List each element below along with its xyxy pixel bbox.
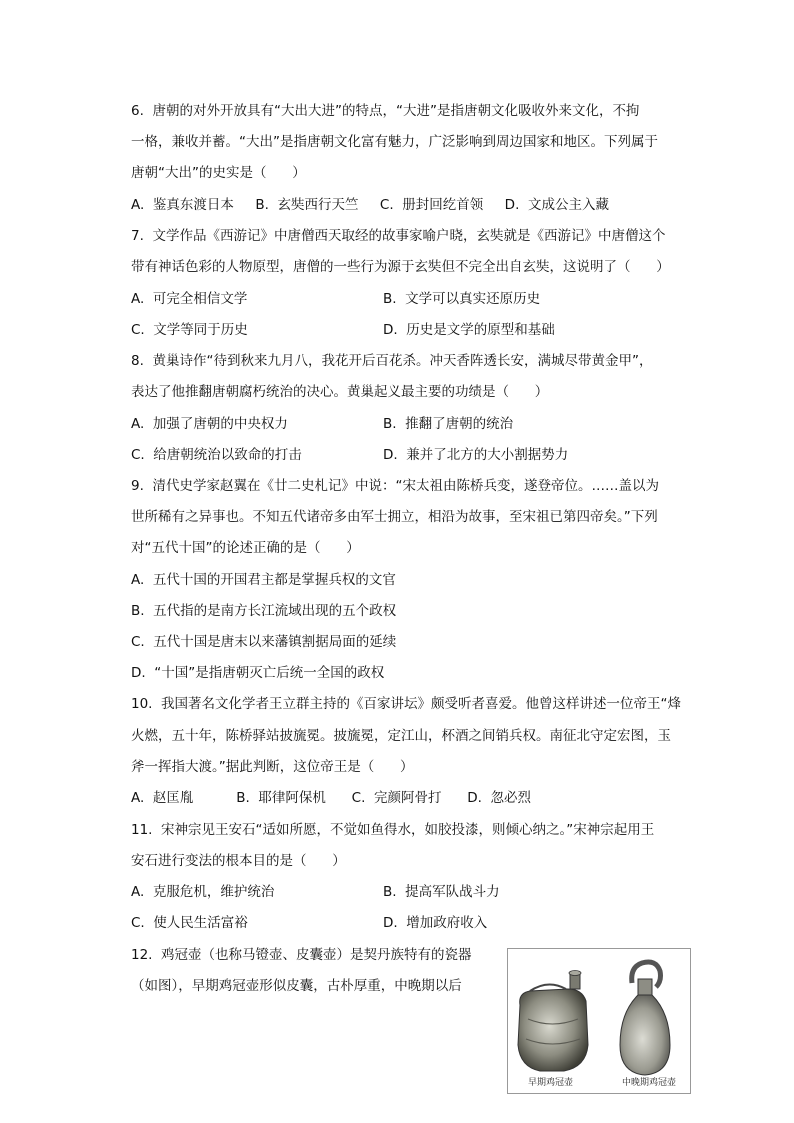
q6-stem-line1: 6. 唐朝的对外开放具有“大出大进”的特点，“大进”是指唐朝文化吸收外来文化，不拘 xyxy=(131,103,640,119)
q6-stem-line3: 唐朝“大出”的史实是（ ） xyxy=(131,165,306,181)
q9-option-b: B. 五代指的是南方长江流域出现的五个政权 xyxy=(131,603,397,619)
q11-option-c: C. 使人民生活富裕 xyxy=(131,915,248,931)
late-pot-caption: 中晚期鸡冠壶 xyxy=(622,1078,677,1088)
q10-options: A. 赵匡胤 B. 耶律阿保机 C. 完颜阿骨打 D. 忽必烈 xyxy=(131,790,531,806)
q6-options: A. 鉴真东渡日本 B. 玄奘西行天竺 C. 册封回纥首领 D. 文成公主入藏 xyxy=(131,197,609,213)
q10-stem-line1: 10. 我国著名文化学者王立群主持的《百家讲坛》颇受听者喜爱。他曾这样讲述一位帝王“烽 xyxy=(131,696,682,712)
q7-stem-line1: 7. 文学作品《西游记》中唐僧西天取经的故事家喻户晓，玄奘就是《西游记》中唐僧这个 xyxy=(131,228,666,244)
q10-stem-line2: 火燃，五十年，陈桥驿站披旒冕。披旒冕，定江山，杯酒之间销兵权。南征北守定宏图，玉 xyxy=(131,728,671,744)
q9-stem-line1: 9. 清代史学家赵翼在《廿二史札记》中说：“宋太祖由陈桥兵变，遂登帝位。……盖以为 xyxy=(131,478,659,494)
q11-option-a: A. 克服危机，维护统治 xyxy=(131,884,275,900)
q7-stem-line2: 带有神话色彩的人物原型，唐僧的一些行为源于玄奘但不完全出自玄奘，这说明了（ ） xyxy=(131,259,670,275)
q8-option-c: C. 给唐朝统治以致命的打击 xyxy=(131,447,302,463)
q11-stem-line1: 11. 宋神宗见王安石“适如所愿，不觉如鱼得水，如胶投漆，则倾心纳之。”宋神宗起用王 xyxy=(131,822,655,838)
q11-stem-line2: 安石进行变法的根本目的是（ ） xyxy=(131,853,346,869)
q7-option-c: C. 文学等同于历史 xyxy=(131,322,248,338)
q7-option-d: D. 历史是文学的原型和基础 xyxy=(383,322,555,338)
q7-option-b: B. 文学可以真实还原历史 xyxy=(383,291,541,307)
q9-stem-line3: 对“五代十国”的论述正确的是（ ） xyxy=(131,540,360,556)
early-pot-icon xyxy=(518,971,588,1072)
q8-option-a: A. 加强了唐朝的中央权力 xyxy=(131,416,288,432)
q9-option-d: D. “十国”是指唐朝灭亡后统一全国的政权 xyxy=(131,665,385,681)
pot-illustration xyxy=(508,949,690,1093)
q7-option-a: A. 可完全相信文学 xyxy=(131,291,248,307)
q10-stem-line3: 斧一挥指大渡。”据此判断，这位帝王是（ ） xyxy=(131,759,414,775)
q9-stem-line2: 世所稀有之异事也。不知五代诸帝多由军士拥立，相沿为故事，至宋祖已第四帝矣。”下列 xyxy=(131,509,658,525)
q9-option-a: A. 五代十国的开国君主都是掌握兵权的文官 xyxy=(131,572,396,588)
q9-option-c: C. 五代十国是唐末以来藩镇割据局面的延续 xyxy=(131,634,397,650)
q8-option-b: B. 推翻了唐朝的统治 xyxy=(383,416,514,432)
q8-option-d: D. 兼并了北方的大小割据势力 xyxy=(383,447,569,463)
early-pot-caption: 早期鸡冠壶 xyxy=(528,1078,574,1088)
q8-stem-line1: 8. 黄巢诗作“待到秋来九月八，我花开后百花杀。冲天香阵透长安，满城尽带黄金甲”， xyxy=(131,353,653,369)
q12-stem-line2: （如图），早期鸡冠壶形似皮囊，古朴厚重，中晚期以后 xyxy=(131,978,462,994)
chicken-crown-pot-figure xyxy=(507,948,691,1094)
q12-stem-line1: 12. 鸡冠壶（也称马镫壶、皮囊壶）是契丹族特有的瓷器 xyxy=(131,947,472,963)
q11-option-b: B. 提高军队战斗力 xyxy=(383,884,500,900)
late-pot-icon xyxy=(620,962,670,1075)
q6-stem-line2: 一格，兼收并蓄。“大出”是指唐朝文化富有魅力，广泛影响到周边国家和地区。下列属于 xyxy=(131,134,658,150)
q11-option-d: D. 增加政府收入 xyxy=(383,915,488,931)
q8-stem-line2: 表达了他推翻唐朝腐朽统治的决心。黄巢起义最主要的功绩是（ ） xyxy=(131,384,549,400)
